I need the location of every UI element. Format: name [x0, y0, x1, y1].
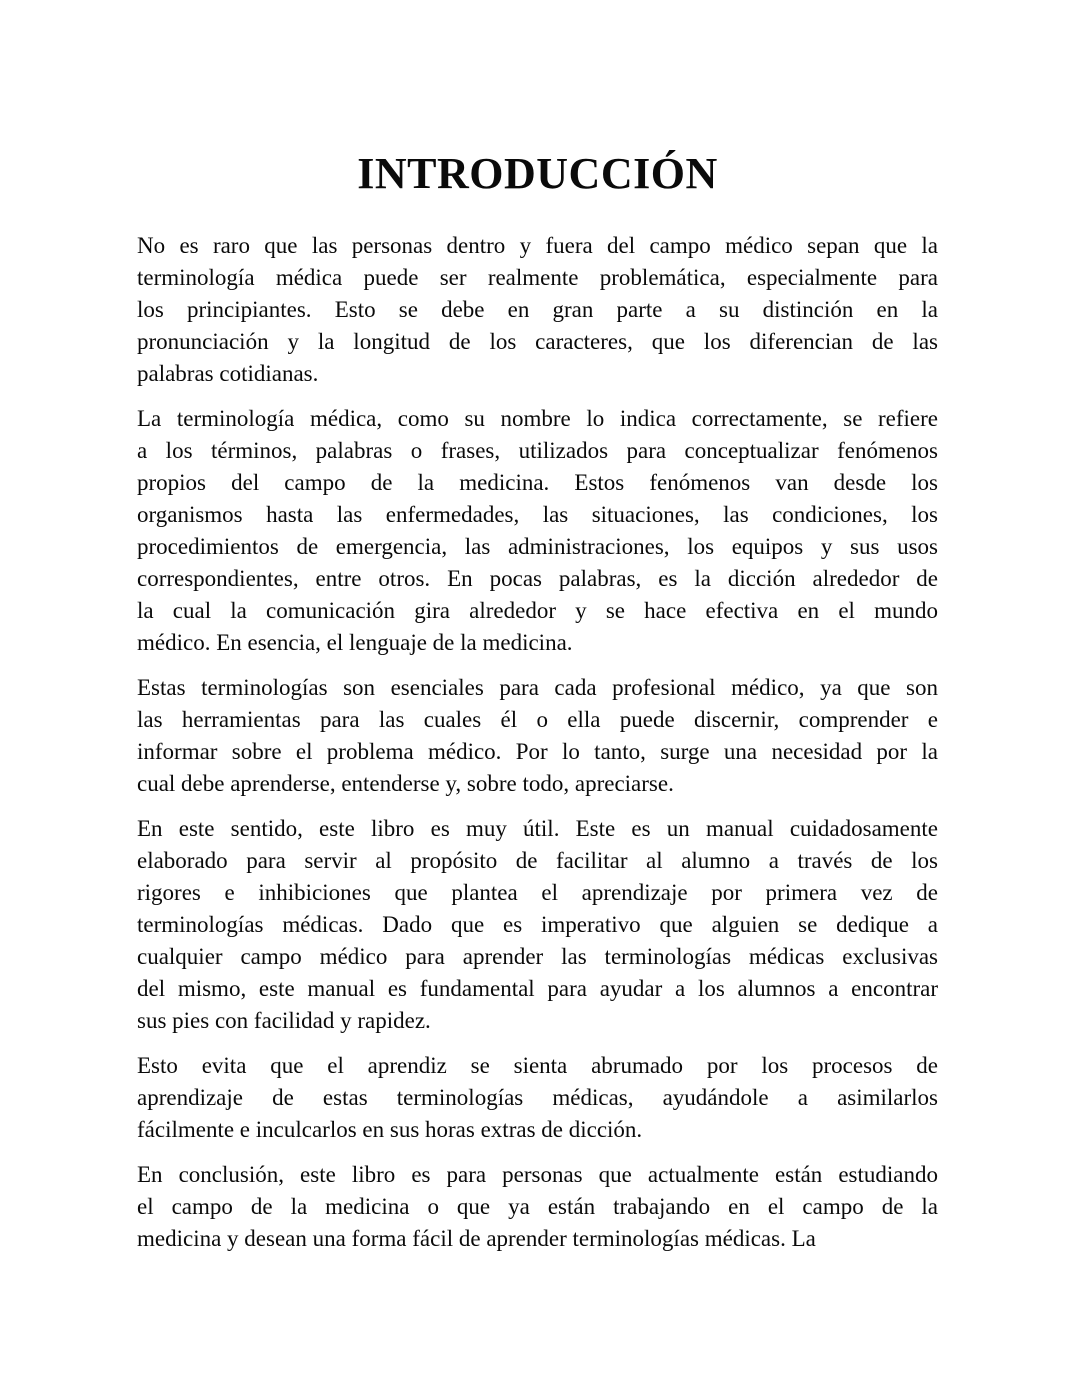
text-line: rigores e inhibiciones que plantea el aprendizaje por primera vez de [137, 880, 938, 905]
text-line: palabras cotidianas. [137, 361, 319, 386]
text-line: terminología médica puede ser realmente problemática, especialmente para [137, 265, 938, 290]
text-line: sus pies con facilidad y rapidez. [137, 1008, 431, 1033]
text-line: No es raro que las personas dentro y fuera del campo médico sepan que la [137, 233, 938, 258]
text-line: pronunciación y la longitud de los caracteres, que los diferencian de las [137, 329, 938, 354]
text-line: a los términos, palabras o frases, utilizados para conceptualizar fenómenos [137, 438, 938, 463]
paragraph [137, 1050, 938, 1146]
text-line: informar sobre el problema médico. Por lo tanto, surge una necesidad por la [137, 739, 938, 764]
text-line: del mismo, este manual es fundamental para ayudar a los alumnos a encontrar [137, 976, 938, 1001]
text-line: terminologías médicas. Dado que es imperativo que alguien se dedique a [137, 912, 938, 937]
text-line: la cual la comunicación gira alrededor y se hace efectiva en el mundo [137, 598, 938, 623]
document-body [137, 230, 938, 1268]
paragraph [137, 230, 938, 390]
text-line: las herramientas para las cuales él o ella puede discernir, comprender e [137, 707, 938, 732]
text-line: correspondientes, entre otros. En pocas palabras, es la dicción alrededor de [137, 566, 938, 591]
text-line: fácilmente e inculcarlos en sus horas extras de dicción. [137, 1117, 643, 1142]
paragraph [137, 1159, 938, 1255]
text-line: propios del campo de la medicina. Estos fenómenos van desde los [137, 470, 938, 495]
text-line: Esto evita que el aprendiz se sienta abrumado por los procesos de [137, 1053, 938, 1078]
paragraph [137, 813, 938, 1037]
text-line: medicina y desean una forma fácil de aprender terminologías médicas. La [137, 1226, 816, 1251]
text-line: los principiantes. Esto se debe en gran parte a su distinción en la [137, 297, 938, 322]
text-line: médico. En esencia, el lenguaje de la medicina. [137, 630, 573, 655]
paragraph [137, 672, 938, 800]
text-line: cual debe aprenderse, entenderse y, sobre todo, apreciarse. [137, 771, 674, 796]
text-line: cualquier campo médico para aprender las terminologías médicas exclusivas [137, 944, 938, 969]
text-line: organismos hasta las enfermedades, las situaciones, las condiciones, los [137, 502, 938, 527]
text-line: elaborado para servir al propósito de facilitar al alumno a través de los [137, 848, 938, 873]
text-line: En conclusión, este libro es para personas que actualmente están estudiando [137, 1162, 938, 1187]
paragraph [137, 403, 938, 659]
text-line: aprendizaje de estas terminologías médicas, ayudándole a asimilarlos [137, 1085, 938, 1110]
page-title: INTRODUCCIÓN [357, 149, 718, 198]
text-line: el campo de la medicina o que ya están trabajando en el campo de la [137, 1194, 938, 1219]
text-line: procedimientos de emergencia, las administraciones, los equipos y sus usos [137, 534, 938, 559]
text-line: Estas terminologías son esenciales para cada profesional médico, ya que son [137, 675, 938, 700]
text-line: La terminología médica, como su nombre lo indica correctamente, se refiere [137, 406, 938, 431]
text-line: En este sentido, este libro es muy útil. Este es un manual cuidadosamente [137, 816, 938, 841]
